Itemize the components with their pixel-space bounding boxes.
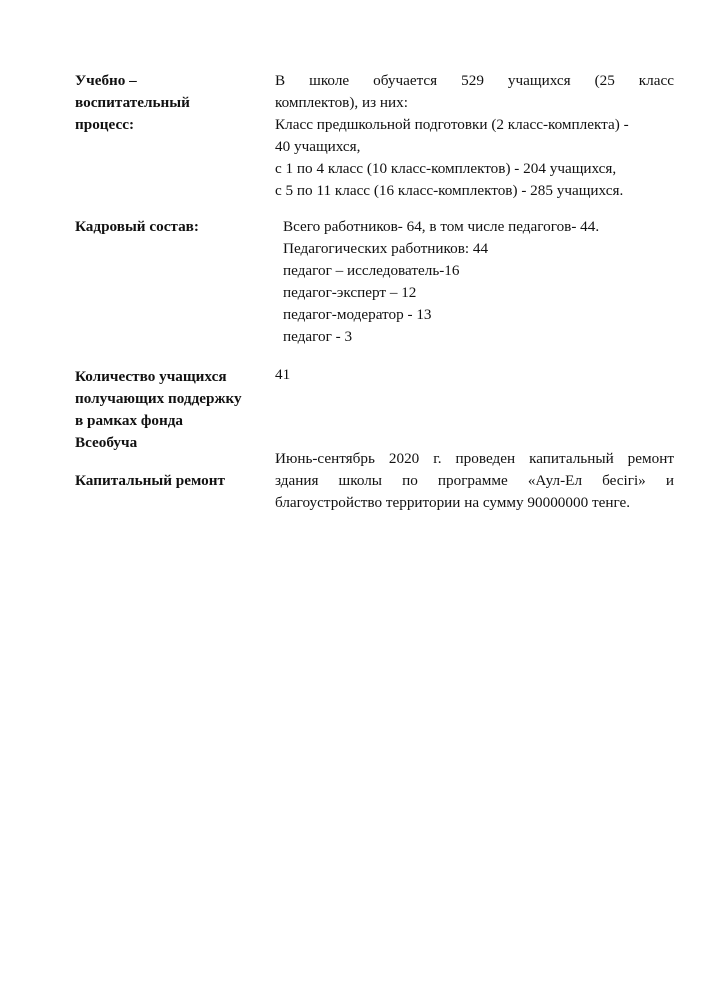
label-line: Капитальный ремонт <box>75 472 225 489</box>
label-line: Всеобуча <box>75 434 138 451</box>
label-line: Учебно – <box>75 72 137 89</box>
label-line: получающих поддержку <box>75 390 242 407</box>
value-line: педагог-модератор - 13 <box>283 306 432 323</box>
value-line: Класс предшкольной подготовки (2 класс-комплекта) - <box>275 116 629 133</box>
section-label <box>75 70 265 136</box>
section-value <box>283 216 682 348</box>
value-line: педагог-эксперт – 12 <box>283 284 417 301</box>
value-line: Педагогических работников: 44 <box>283 240 489 257</box>
section-label <box>75 470 265 492</box>
value-line: 41 <box>275 366 291 383</box>
value-line: Всего работников- 64, в том числе педагогов- 44. <box>283 218 600 235</box>
value-line: педагог - 3 <box>283 328 353 345</box>
label-line: воспитательный <box>75 94 190 111</box>
value-line: с 5 по 11 класс (16 класс-комплектов) - 285 учащихся. <box>275 182 624 199</box>
value-line: Июнь-сентябрь 2020 г. проведен капитальный ремонт <box>275 450 674 467</box>
section-value <box>275 364 674 386</box>
section-value <box>275 70 674 202</box>
label-line: Количество учащихся <box>75 368 227 385</box>
value-line: здания школы по программе «Аул-Ел бесігі» и <box>275 472 674 489</box>
value-line: педагог – исследователь-16 <box>283 262 460 279</box>
label-line: в рамках фонда <box>75 412 184 429</box>
label-line: процесс: <box>75 116 135 133</box>
value-line: благоустройство территории на сумму 90000000 тенге. <box>275 494 631 511</box>
section-label <box>75 216 265 238</box>
section-label <box>75 366 265 454</box>
label-line: Кадровый состав: <box>75 218 199 235</box>
value-line: 40 учащихся, <box>275 138 361 155</box>
value-line: комплектов), из них: <box>275 94 408 111</box>
value-line: с 1 по 4 класс (10 класс-комплектов) - 204 учащихся, <box>275 160 617 177</box>
section-value <box>275 448 674 514</box>
value-line: В школе обучается 529 учащихся (25 класс <box>275 72 674 89</box>
